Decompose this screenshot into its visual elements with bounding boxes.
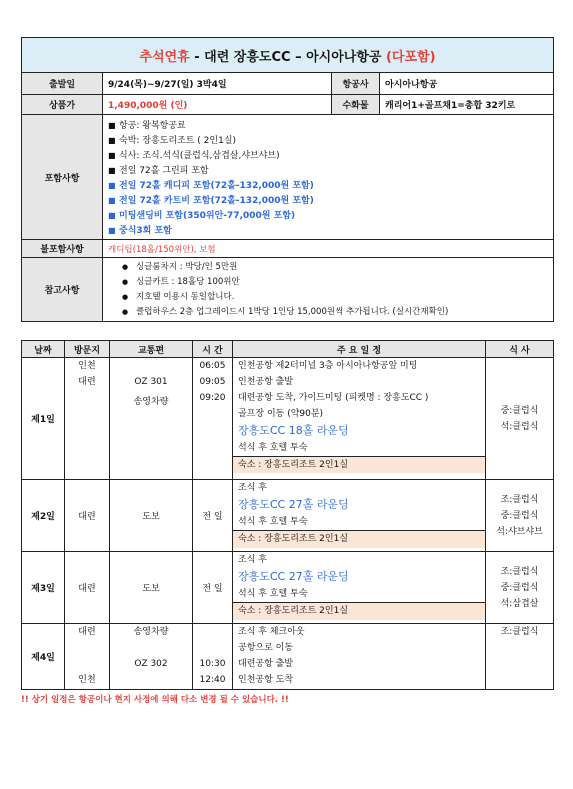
round-line: 장흥도CC 27홀 라운딩	[238, 498, 349, 511]
airline-value: 아시아나항공	[380, 73, 554, 95]
itinerary-line: 조식 후 체크아웃	[238, 627, 305, 637]
place: 대련	[65, 480, 110, 552]
include-item: ■ 식사: 조식.석식(클럽식,삼겹살,샤브샤브)	[103, 148, 553, 163]
hotel-line: 숙소 : 장흥도리조트 2인1실	[233, 530, 485, 548]
title-tag: (다포함)	[385, 49, 436, 65]
day-label: 제2일	[22, 480, 65, 552]
include-item: ■ 미팅샌딩비 포함(350위안-77,000원 포함)	[103, 208, 553, 223]
meal: 석:샤브샤브	[496, 526, 543, 537]
flight: OZ 302	[134, 659, 168, 669]
time: 12:40	[199, 675, 226, 685]
meal: 조:클럽식	[500, 566, 539, 577]
airline-label: 항공사	[332, 73, 380, 95]
itinerary-line: 공항으로 이동	[238, 643, 294, 653]
itinerary-line: 석식 후 호텔 투숙	[238, 589, 308, 599]
notes-list	[103, 258, 554, 322]
include-label: 포함사항	[22, 115, 103, 240]
round-line: 장흥도CC 18홀 라운딩	[238, 424, 349, 437]
depart-value: 9/24(목)~9/27(일) 3박4일	[103, 73, 332, 95]
footnote: !! 상기 일정은 항공이나 현지 사정에 의해 다소 변경 될 수 있습니다. !!	[21, 695, 289, 705]
meal: 조:클럽식	[500, 627, 539, 637]
day-row	[22, 480, 554, 552]
meal: 조:클럽식	[500, 494, 539, 505]
header-time: 시 간	[193, 341, 233, 358]
header-transport: 교통편	[110, 341, 193, 358]
time: 전 일	[193, 552, 233, 624]
place: 대련	[78, 627, 96, 637]
time: 06:05	[199, 361, 226, 371]
transfer: 송영차량	[133, 627, 169, 637]
include-item: ■ 전일 72홀 카트비 포함(72홀-132,000원 포함)	[103, 193, 553, 208]
info-table	[21, 37, 554, 322]
hotel-line: 숙소 : 장흥도리조트 2인1실	[233, 456, 485, 473]
day-label: 제3일	[22, 552, 65, 624]
itinerary-line: 대련공항 도착, 가이드미팅 (피켓명 : 장흥도CC )	[238, 393, 429, 403]
day-label: 제4일	[22, 624, 65, 690]
title-separator: -	[189, 49, 205, 65]
transport: 도보	[110, 480, 193, 552]
notes-label: 참고사항	[22, 258, 103, 322]
include-item: ■ 숙박: 장흥도리조트 ( 2인1실)	[103, 133, 553, 148]
include-item: ■ 전일 72홀 그린피 포함	[103, 163, 553, 178]
note-item: ● 싱글카트 : 18홀당 100위안	[103, 275, 553, 290]
schedule-table	[21, 340, 554, 690]
itinerary-line: 조식 후	[238, 555, 267, 565]
note-item: ● 지호텔 이용시 동일합니다.	[103, 290, 553, 305]
baggage-label: 수화물	[332, 95, 380, 115]
day-label: 제1일	[22, 358, 65, 480]
header-meals: 식 사	[486, 341, 554, 358]
itinerary-line: 석식 후 호텔 투숙	[238, 443, 308, 453]
time: 10:30	[199, 659, 226, 669]
price-label: 상품가	[22, 95, 103, 115]
include-list	[103, 115, 554, 240]
day-row	[22, 358, 554, 480]
place: 인천	[78, 361, 96, 371]
day-row	[22, 552, 554, 624]
meal: 중:클럽식	[500, 510, 539, 521]
header-itinerary: 주 요 일 정	[233, 341, 486, 358]
time: 09:20	[199, 393, 226, 403]
header-place: 방문지	[65, 341, 110, 358]
note-item: ● 싱글룸차지 : 박당/인 5만원	[103, 260, 553, 275]
price-value: 1,490,000원 (인)	[103, 95, 332, 115]
flight: OZ 301	[134, 377, 168, 387]
transfer: 송영차량	[133, 397, 169, 407]
page-title	[22, 38, 554, 73]
include-item: ■ 전일 72홀 캐디피 포함(72홀-132,000원 포함)	[103, 178, 553, 193]
itinerary-line: 인천공항 출발	[238, 377, 294, 387]
include-item: ■ 중식3회 포함	[103, 223, 553, 238]
include-item: ■ 항공: 왕복항공료	[103, 118, 553, 133]
itinerary-line: 대련공항 출발	[238, 659, 294, 669]
itinerary-line: 석식 후 호텔 투숙	[238, 517, 308, 527]
title-route: 대련 장흥도CC – 아시아나항공	[204, 49, 382, 65]
exclude-value: 캐디팁(18홀/150위안), 보험	[103, 240, 554, 258]
itinerary-line: 조식 후	[238, 483, 267, 493]
meal: 석:삼겹살	[500, 598, 539, 609]
itinerary-line: 인천공항 도착	[238, 675, 294, 685]
place: 대련	[78, 377, 96, 387]
itinerary-line: 골프장 이동 (약90분)	[238, 409, 324, 419]
day-row	[22, 624, 554, 690]
time: 09:05	[199, 377, 226, 387]
place: 대련	[65, 552, 110, 624]
title-prefix: 추석연휴	[139, 49, 190, 65]
meal: 중:클럽식	[500, 405, 539, 416]
note-item: ● 클럽하우스 2층 업그레이드시 1박당 1인당 15,000원씩 추가됩니다. (실시간재확인)	[103, 305, 553, 320]
time: 전 일	[193, 480, 233, 552]
itinerary-line: 인천공항 제2터미널 3층 아시아나항공앞 미팅	[238, 361, 418, 371]
transport: 도보	[110, 552, 193, 624]
header-date: 날짜	[22, 341, 65, 358]
baggage-value: 캐리어1+골프채1=총합 32키로	[380, 95, 554, 115]
exclude-label: 불포함사항	[22, 240, 103, 258]
depart-label: 출발일	[22, 73, 103, 95]
place: 인천	[78, 675, 96, 685]
round-line: 장흥도CC 27홀 라운딩	[238, 570, 349, 583]
meal: 석:클럽식	[500, 421, 539, 432]
meal: 중:클럽식	[500, 582, 539, 593]
hotel-line: 숙소 : 장흥도리조트 2인1실	[233, 602, 485, 620]
